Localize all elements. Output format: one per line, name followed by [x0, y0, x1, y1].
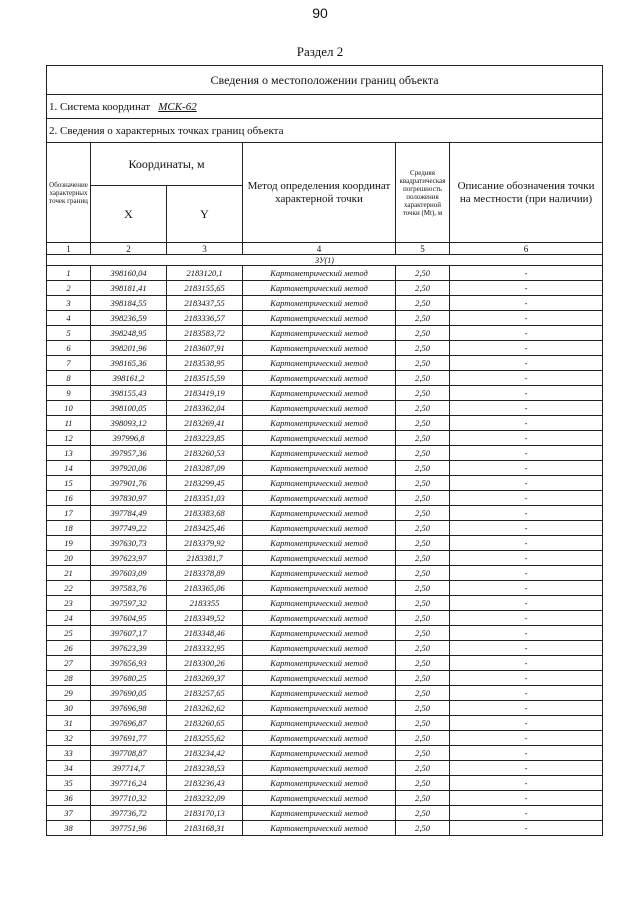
accuracy-cell: 2,50: [396, 311, 450, 326]
coord-y-cell: 2183362,04: [167, 401, 243, 416]
coord-x-cell: 397736,72: [91, 806, 167, 821]
description-cell: -: [450, 491, 603, 506]
description-cell: -: [450, 776, 603, 791]
point-number-cell: 28: [47, 671, 91, 686]
group-label: 3У(1): [47, 255, 603, 266]
accuracy-cell: 2,50: [396, 656, 450, 671]
accuracy-cell: 2,50: [396, 626, 450, 641]
coord-x-cell: 397996,8: [91, 431, 167, 446]
coord-x-cell: 397716,24: [91, 776, 167, 791]
method-cell: Картометрический метод: [243, 476, 396, 491]
header-y: Y: [167, 186, 243, 243]
coord-x-cell: 397920,06: [91, 461, 167, 476]
accuracy-cell: 2,50: [396, 701, 450, 716]
method-cell: Картометрический метод: [243, 806, 396, 821]
method-cell: Картометрический метод: [243, 296, 396, 311]
description-cell: -: [450, 506, 603, 521]
column-number: 2: [91, 243, 167, 255]
accuracy-cell: 2,50: [396, 761, 450, 776]
coord-y-cell: 2183583,72: [167, 326, 243, 341]
method-cell: Картометрический метод: [243, 356, 396, 371]
description-cell: -: [450, 266, 603, 281]
description-cell: -: [450, 656, 603, 671]
point-number-cell: 20: [47, 551, 91, 566]
accuracy-cell: 2,50: [396, 581, 450, 596]
accuracy-cell: 2,50: [396, 821, 450, 836]
description-cell: -: [450, 611, 603, 626]
coord-y-cell: 2183332,95: [167, 641, 243, 656]
point-number-cell: 12: [47, 431, 91, 446]
description-cell: -: [450, 446, 603, 461]
coord-x-cell: 397714,7: [91, 761, 167, 776]
table-row: [47, 551, 603, 566]
point-number-cell: 24: [47, 611, 91, 626]
coord-x-cell: 397583,76: [91, 581, 167, 596]
description-cell: -: [450, 281, 603, 296]
coord-y-cell: 2183120,1: [167, 266, 243, 281]
coord-x-cell: 398100,05: [91, 401, 167, 416]
coord-y-cell: 2183383,68: [167, 506, 243, 521]
table-row: [47, 491, 603, 506]
table-row: [47, 296, 603, 311]
method-cell: Картометрический метод: [243, 581, 396, 596]
coord-y-cell: 2183234,42: [167, 746, 243, 761]
table-row: [47, 536, 603, 551]
point-number-cell: 3: [47, 296, 91, 311]
table-row: [47, 641, 603, 656]
table-row: [47, 776, 603, 791]
accuracy-cell: 2,50: [396, 356, 450, 371]
header-accuracy: Средняя квадратическая погрешность положения характерной точки (Mt), м: [396, 143, 450, 243]
coord-y-cell: 2183232,09: [167, 791, 243, 806]
accuracy-cell: 2,50: [396, 341, 450, 356]
coord-x-cell: 398248,95: [91, 326, 167, 341]
coord-x-cell: 397597,32: [91, 596, 167, 611]
coord-y-cell: 2183168,31: [167, 821, 243, 836]
accuracy-cell: 2,50: [396, 476, 450, 491]
coord-x-cell: 398160,04: [91, 266, 167, 281]
method-cell: Картометрический метод: [243, 416, 396, 431]
accuracy-cell: 2,50: [396, 401, 450, 416]
coord-y-cell: 2183515,59: [167, 371, 243, 386]
point-number-cell: 25: [47, 626, 91, 641]
description-cell: -: [450, 476, 603, 491]
accuracy-cell: 2,50: [396, 461, 450, 476]
table-row: [47, 431, 603, 446]
method-cell: Картометрический метод: [243, 596, 396, 611]
table-row: [47, 386, 603, 401]
method-cell: Картометрический метод: [243, 671, 396, 686]
coord-x-cell: 397656,93: [91, 656, 167, 671]
point-number-cell: 29: [47, 686, 91, 701]
coord-y-cell: 2183287,09: [167, 461, 243, 476]
coord-y-cell: 2183351,03: [167, 491, 243, 506]
point-number-cell: 8: [47, 371, 91, 386]
method-cell: Картометрический метод: [243, 461, 396, 476]
description-cell: -: [450, 521, 603, 536]
table-row: [47, 701, 603, 716]
accuracy-cell: 2,50: [396, 641, 450, 656]
point-number-cell: 19: [47, 536, 91, 551]
description-cell: -: [450, 536, 603, 551]
description-cell: -: [450, 461, 603, 476]
table-row: [47, 626, 603, 641]
coord-y-cell: 2183365,06: [167, 581, 243, 596]
accuracy-cell: 2,50: [396, 746, 450, 761]
table-row: [47, 461, 603, 476]
table-row: [47, 416, 603, 431]
accuracy-cell: 2,50: [396, 776, 450, 791]
table-row: [47, 281, 603, 296]
coord-y-cell: 2183349,52: [167, 611, 243, 626]
accuracy-cell: 2,50: [396, 296, 450, 311]
table-row: [47, 596, 603, 611]
method-cell: Картометрический метод: [243, 551, 396, 566]
table-row: [47, 341, 603, 356]
coord-y-cell: 2183300,26: [167, 656, 243, 671]
point-number-cell: 33: [47, 746, 91, 761]
coord-y-cell: 2183170,13: [167, 806, 243, 821]
table-row: [47, 326, 603, 341]
accuracy-cell: 2,50: [396, 536, 450, 551]
point-number-cell: 10: [47, 401, 91, 416]
coord-x-cell: 397604,95: [91, 611, 167, 626]
description-cell: -: [450, 761, 603, 776]
method-cell: Картометрический метод: [243, 521, 396, 536]
method-cell: Картометрический метод: [243, 566, 396, 581]
accuracy-cell: 2,50: [396, 446, 450, 461]
point-number-cell: 38: [47, 821, 91, 836]
table-row: [47, 746, 603, 761]
boundary-table: [46, 65, 603, 836]
coord-y-cell: 2183607,91: [167, 341, 243, 356]
coord-x-cell: 397623,39: [91, 641, 167, 656]
table-row: [47, 656, 603, 671]
coord-x-cell: 397784,49: [91, 506, 167, 521]
description-cell: -: [450, 716, 603, 731]
column-number: 4: [243, 243, 396, 255]
accuracy-cell: 2,50: [396, 716, 450, 731]
table-row: [47, 371, 603, 386]
method-cell: Картометрический метод: [243, 536, 396, 551]
point-number-cell: 21: [47, 566, 91, 581]
table-row: [47, 716, 603, 731]
table-row: [47, 311, 603, 326]
method-cell: Картометрический метод: [243, 326, 396, 341]
accuracy-cell: 2,50: [396, 731, 450, 746]
table-row: [47, 731, 603, 746]
description-cell: -: [450, 566, 603, 581]
table-row: [47, 476, 603, 491]
accuracy-cell: 2,50: [396, 431, 450, 446]
accuracy-cell: 2,50: [396, 791, 450, 806]
coord-y-cell: 2183437,55: [167, 296, 243, 311]
table-row: [47, 566, 603, 581]
point-number-cell: 1: [47, 266, 91, 281]
coord-x-cell: 398236,59: [91, 311, 167, 326]
description-cell: -: [450, 311, 603, 326]
header-x: X: [91, 186, 167, 243]
method-cell: Картометрический метод: [243, 791, 396, 806]
accuracy-cell: 2,50: [396, 596, 450, 611]
table-row: [47, 821, 603, 836]
table-row: [47, 791, 603, 806]
point-number-cell: 35: [47, 776, 91, 791]
point-number-cell: 34: [47, 761, 91, 776]
coord-y-cell: 2183348,46: [167, 626, 243, 641]
accuracy-cell: 2,50: [396, 671, 450, 686]
method-cell: Картометрический метод: [243, 776, 396, 791]
coord-x-cell: 398155,43: [91, 386, 167, 401]
coord-y-cell: 2183269,41: [167, 416, 243, 431]
table-row: [47, 266, 603, 281]
coord-x-cell: 398093,12: [91, 416, 167, 431]
section-title: Раздел 2: [296, 44, 344, 59]
column-number: 1: [47, 243, 91, 255]
point-number-cell: 16: [47, 491, 91, 506]
description-cell: -: [450, 596, 603, 611]
coord-system-row: [47, 95, 603, 119]
description-cell: -: [450, 356, 603, 371]
column-number: 5: [396, 243, 450, 255]
description-cell: -: [450, 626, 603, 641]
column-number: 6: [450, 243, 603, 255]
table-row: [47, 581, 603, 596]
description-cell: -: [450, 746, 603, 761]
accuracy-cell: 2,50: [396, 551, 450, 566]
point-number-cell: 36: [47, 791, 91, 806]
method-cell: Картометрический метод: [243, 431, 396, 446]
description-cell: -: [450, 581, 603, 596]
coord-y-cell: 2183336,57: [167, 311, 243, 326]
method-cell: Картометрический метод: [243, 341, 396, 356]
column-number: 3: [167, 243, 243, 255]
method-cell: Картометрический метод: [243, 491, 396, 506]
method-cell: Картометрический метод: [243, 611, 396, 626]
method-cell: Картометрический метод: [243, 701, 396, 716]
page-number: 90: [312, 5, 328, 21]
point-number-cell: 32: [47, 731, 91, 746]
description-cell: -: [450, 431, 603, 446]
point-number-cell: 37: [47, 806, 91, 821]
point-number-cell: 23: [47, 596, 91, 611]
coord-x-cell: 397901,76: [91, 476, 167, 491]
coord-system-value: МСК-62: [158, 100, 197, 113]
method-cell: Картометрический метод: [243, 746, 396, 761]
header-designation: Обозначение характерных точек границ: [47, 143, 91, 243]
coord-x-cell: 397708,87: [91, 746, 167, 761]
method-cell: Картометрический метод: [243, 761, 396, 776]
coord-x-cell: 397607,17: [91, 626, 167, 641]
point-number-cell: 18: [47, 521, 91, 536]
method-cell: Картометрический метод: [243, 656, 396, 671]
coord-y-cell: 2183255,62: [167, 731, 243, 746]
point-number-cell: 26: [47, 641, 91, 656]
method-cell: Картометрический метод: [243, 401, 396, 416]
coord-y-cell: 2183223,85: [167, 431, 243, 446]
coord-y-cell: 2183378,89: [167, 566, 243, 581]
coord-y-cell: 2183538,95: [167, 356, 243, 371]
accuracy-cell: 2,50: [396, 386, 450, 401]
coord-y-cell: 2183299,45: [167, 476, 243, 491]
table-title: Сведения о местоположении границ объекта: [47, 66, 603, 95]
accuracy-cell: 2,50: [396, 266, 450, 281]
accuracy-cell: 2,50: [396, 521, 450, 536]
point-number-cell: 11: [47, 416, 91, 431]
coord-x-cell: 397680,25: [91, 671, 167, 686]
table-row: [47, 506, 603, 521]
point-number-cell: 22: [47, 581, 91, 596]
coord-x-cell: 397710,32: [91, 791, 167, 806]
point-number-cell: 30: [47, 701, 91, 716]
description-cell: -: [450, 791, 603, 806]
coord-y-cell: 2183379,92: [167, 536, 243, 551]
method-cell: Картометрический метод: [243, 266, 396, 281]
coord-y-cell: 2183355: [167, 596, 243, 611]
table-row: [47, 446, 603, 461]
method-cell: Картометрический метод: [243, 641, 396, 656]
coord-x-cell: 397691,77: [91, 731, 167, 746]
point-number-cell: 9: [47, 386, 91, 401]
table-row: [47, 356, 603, 371]
table-row: [47, 611, 603, 626]
description-cell: -: [450, 686, 603, 701]
description-cell: -: [450, 701, 603, 716]
coord-x-cell: 397749,22: [91, 521, 167, 536]
description-cell: -: [450, 386, 603, 401]
accuracy-cell: 2,50: [396, 566, 450, 581]
coord-y-cell: 2183260,53: [167, 446, 243, 461]
coord-y-cell: 2183257,65: [167, 686, 243, 701]
description-cell: -: [450, 341, 603, 356]
table-row: [47, 521, 603, 536]
accuracy-cell: 2,50: [396, 806, 450, 821]
table-row: [47, 401, 603, 416]
coord-y-cell: 2183425,46: [167, 521, 243, 536]
coord-x-cell: 397957,36: [91, 446, 167, 461]
coord-y-cell: 2183381,7: [167, 551, 243, 566]
point-number-cell: 15: [47, 476, 91, 491]
coord-x-cell: 397690,05: [91, 686, 167, 701]
header-method: Метод определения координат характерной точки: [243, 143, 396, 243]
description-cell: -: [450, 326, 603, 341]
coord-x-cell: 398201,96: [91, 341, 167, 356]
coord-y-cell: 2183262,62: [167, 701, 243, 716]
coord-x-cell: 397603,09: [91, 566, 167, 581]
coord-x-cell: 397751,96: [91, 821, 167, 836]
description-cell: -: [450, 551, 603, 566]
coord-x-cell: 398184,55: [91, 296, 167, 311]
coord-x-cell: 397830,97: [91, 491, 167, 506]
table-body: [47, 66, 603, 836]
accuracy-cell: 2,50: [396, 326, 450, 341]
accuracy-cell: 2,50: [396, 611, 450, 626]
coord-y-cell: 2183238,53: [167, 761, 243, 776]
description-cell: -: [450, 371, 603, 386]
point-number-cell: 27: [47, 656, 91, 671]
accuracy-cell: 2,50: [396, 506, 450, 521]
header-coordinates: Координаты, м: [91, 143, 243, 186]
table-row: [47, 806, 603, 821]
table-row: [47, 671, 603, 686]
accuracy-cell: 2,50: [396, 416, 450, 431]
point-number-cell: 13: [47, 446, 91, 461]
table-row: [47, 761, 603, 776]
coord-x-cell: 398181,41: [91, 281, 167, 296]
description-cell: -: [450, 296, 603, 311]
description-cell: -: [450, 671, 603, 686]
coord-y-cell: 2183236,43: [167, 776, 243, 791]
table-row: [47, 686, 603, 701]
header-description: Описание обозначения точки на местности (при наличии): [450, 143, 603, 243]
point-number-cell: 14: [47, 461, 91, 476]
point-number-cell: 31: [47, 716, 91, 731]
accuracy-cell: 2,50: [396, 281, 450, 296]
coord-x-cell: 398165,36: [91, 356, 167, 371]
point-number-cell: 2: [47, 281, 91, 296]
method-cell: Картометрический метод: [243, 446, 396, 461]
coord-x-cell: 398161,2: [91, 371, 167, 386]
accuracy-cell: 2,50: [396, 686, 450, 701]
description-cell: -: [450, 401, 603, 416]
coord-y-cell: 2183419,19: [167, 386, 243, 401]
method-cell: Картометрический метод: [243, 386, 396, 401]
description-cell: -: [450, 416, 603, 431]
coord-y-cell: 2183155,65: [167, 281, 243, 296]
coord-y-cell: 2183260,65: [167, 716, 243, 731]
method-cell: Картометрический метод: [243, 821, 396, 836]
coord-system-label: 1. Система координат: [49, 100, 151, 113]
method-cell: Картометрический метод: [243, 506, 396, 521]
coord-x-cell: 397696,98: [91, 701, 167, 716]
method-cell: Картометрический метод: [243, 626, 396, 641]
point-number-cell: 6: [47, 341, 91, 356]
description-cell: -: [450, 731, 603, 746]
point-number-cell: 7: [47, 356, 91, 371]
coord-y-cell: 2183269,37: [167, 671, 243, 686]
accuracy-cell: 2,50: [396, 491, 450, 506]
method-cell: Картометрический метод: [243, 716, 396, 731]
accuracy-cell: 2,50: [396, 371, 450, 386]
point-number-cell: 17: [47, 506, 91, 521]
method-cell: Картометрический метод: [243, 281, 396, 296]
char-points-label: 2. Сведения о характерных точках границ объекта: [47, 119, 603, 143]
point-number-cell: 4: [47, 311, 91, 326]
description-cell: -: [450, 806, 603, 821]
method-cell: Картометрический метод: [243, 731, 396, 746]
method-cell: Картометрический метод: [243, 371, 396, 386]
description-cell: -: [450, 821, 603, 836]
coord-x-cell: 397696,87: [91, 716, 167, 731]
point-number-cell: 5: [47, 326, 91, 341]
description-cell: -: [450, 641, 603, 656]
method-cell: Картометрический метод: [243, 686, 396, 701]
method-cell: Картометрический метод: [243, 311, 396, 326]
coord-x-cell: 397623,97: [91, 551, 167, 566]
coord-x-cell: 397630,73: [91, 536, 167, 551]
